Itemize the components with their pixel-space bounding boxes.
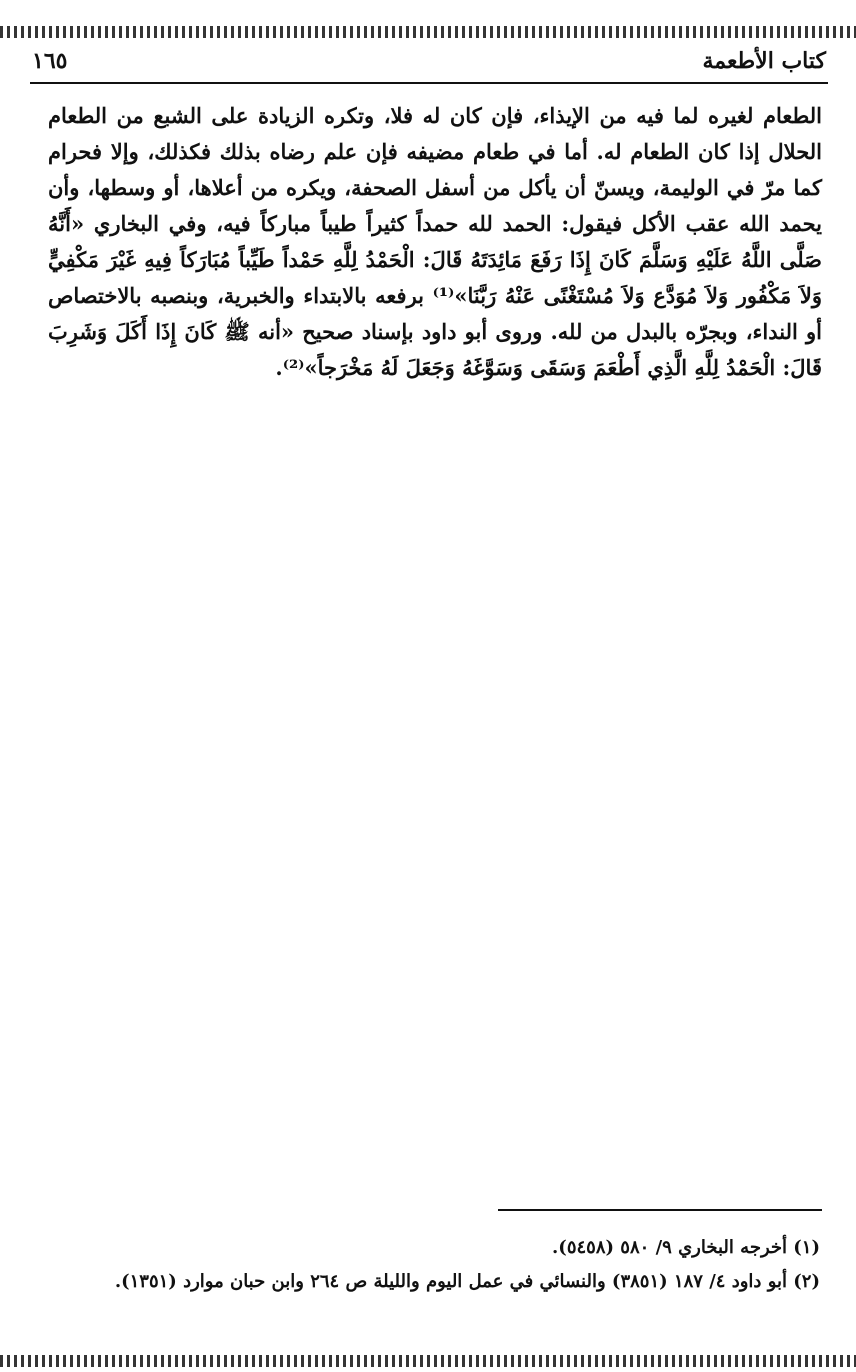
body-paragraph: الطعام لغيره لما فيه من الإيذاء، فإن كان له فلا، وتكره الزيادة على الشبع من الطعام الحلال إذا كان الطعام له. أما في طعام مضيفه فإن علم رضاه بذلك فكذلك، وإلا فحرام كما مرّ في الوليمة، ويسنّ أن يأكل من أسفل الصحفة، ويكره من أعلاها، أو وسطها، وأن يحمد الله عقب الأكل فيقول: الحمد لله حمداً كثيراً طيباً مباركاً فيه، وفي البخاري «أَنَّهُ صَلَّى اللَّهُ عَلَيْهِ وَسَلَّمَ كَانَ إِذَا رَفَعَ مَائِدَتَهُ قَالَ: الْحَمْدُ لِلَّهِ حَمْداً طَيِّباً مُبَارَكاً فِيهِ غَيْرَ مَكْفِيٍّ وَلاَ مَكْفُور وَلاَ مُوَدَّع وَلاَ مُسْتَغْنًى عَنْهُ رَبَّنَا»⁽¹⁾ برفعه بالابتداء والخبرية، وبنصبه بالاختصاص أو النداء، وبجرّه بالبدل من لله. وروى أبو داود بإسناد صحيح «أنه ﷺ كَانَ إِذَا أَكَلَ وَشَرِبَ قَالَ: الْحَمْدُ لِلَّهِ الَّذِي أَطْعَمَ وَسَقَى وَسَوَّغَهُ وَجَعَلَ لَهُ مَخْرَجاً»⁽²⁾. bbox=[48, 103, 822, 380]
page-header bbox=[32, 44, 826, 78]
main-text-body bbox=[48, 98, 822, 386]
bottom-ornamental-border bbox=[0, 1355, 856, 1367]
footnote-1-text: (١) أخرجه البخاري ٩/ ٥٨٠ (٥٤٥٨). bbox=[552, 1237, 820, 1258]
book-section-title: كتاب الأطعمة bbox=[702, 48, 826, 74]
footnote-2-text: (٢) أبو داود ٤/ ١٨٧ (٣٨٥١) والنسائي في عمل اليوم والليلة ص ٢٦٤ وابن حبان موارد (١٣٥١). bbox=[114, 1271, 820, 1292]
top-ornamental-border bbox=[0, 26, 856, 38]
page-number: ١٦٥ bbox=[32, 48, 68, 74]
footnote-1 bbox=[80, 1231, 820, 1265]
footnote-divider bbox=[498, 1209, 822, 1211]
header-divider bbox=[30, 82, 828, 84]
footnote-2 bbox=[80, 1265, 820, 1299]
footnotes-section bbox=[80, 1231, 820, 1299]
